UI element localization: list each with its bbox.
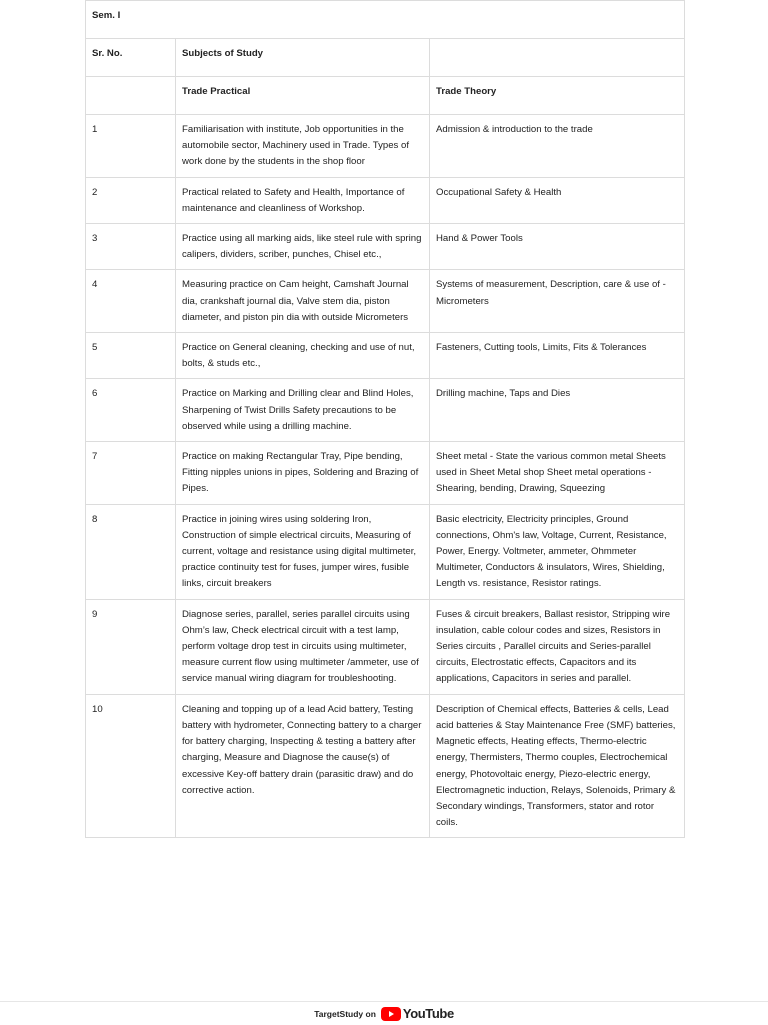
trade-theory-cell: Admission & introduction to the trade	[430, 115, 685, 178]
row-number: 6	[86, 379, 176, 442]
table-row	[86, 504, 685, 599]
youtube-logo[interactable]	[381, 1006, 454, 1021]
column-header-row	[86, 39, 685, 77]
table-row	[86, 115, 685, 178]
trade-theory-cell: Systems of measurement, Description, care & use of - Micrometers	[430, 270, 685, 333]
subjects-header: Subjects of Study	[176, 39, 430, 77]
table-row	[86, 224, 685, 270]
empty-sub-header-cell	[86, 77, 176, 115]
youtube-play-icon	[381, 1007, 401, 1021]
trade-theory-cell: Fuses & circuit breakers, Ballast resistor, Stripping wire insulation, cable colour codes and sizes, Resistors in Series circuits , Parallel circuits and Series-parallel circuits, Electrostatic effects, Capacitors and its applications, Capacitors in series and parallel.	[430, 599, 685, 694]
table-row	[86, 333, 685, 379]
trade-theory-header: Trade Theory	[430, 77, 685, 115]
row-number: 2	[86, 177, 176, 223]
trade-practical-cell: Diagnose series, parallel, series parallel circuits using Ohm’s law, Check electrical circuit with a test lamp, perform voltage drop test in circuits using multimeter, measure current flow using multimeter /ammeter, use of service manual wiring diagram for troubleshooting.	[176, 599, 430, 694]
sub-header-row	[86, 77, 685, 115]
row-number: 8	[86, 504, 176, 599]
footer-bar	[0, 1001, 768, 1025]
trade-theory-cell: Fasteners, Cutting tools, Limits, Fits & Tolerances	[430, 333, 685, 379]
trade-practical-cell: Measuring practice on Cam height, Camshaft Journal dia, crankshaft journal dia, Valve stem dia, piston diameter, and piston pin dia with outside Micrometers	[176, 270, 430, 333]
table-row	[86, 694, 685, 838]
trade-practical-cell: Practice on making Rectangular Tray, Pipe bending, Fitting nipples unions in pipes, Soldering and Brazing of Pipes.	[176, 442, 430, 505]
syllabus-sheet	[85, 0, 684, 838]
trade-practical-header: Trade Practical	[176, 77, 430, 115]
row-number: 9	[86, 599, 176, 694]
semester-row	[86, 1, 685, 39]
row-number: 3	[86, 224, 176, 270]
row-number: 4	[86, 270, 176, 333]
table-row	[86, 270, 685, 333]
row-number: 7	[86, 442, 176, 505]
trade-theory-cell: Drilling machine, Taps and Dies	[430, 379, 685, 442]
table-row	[86, 379, 685, 442]
trade-theory-cell: Occupational Safety & Health	[430, 177, 685, 223]
row-number: 10	[86, 694, 176, 838]
table-row	[86, 599, 685, 694]
sr-no-header: Sr. No.	[86, 39, 176, 77]
footer-brand: TargetStudy on	[314, 1008, 376, 1019]
syllabus-table	[85, 0, 685, 838]
trade-practical-cell: Practice in joining wires using soldering Iron, Construction of simple electrical circuits, Measuring of current, voltage and resistance using digital multimeter, practice continuity test for fuses, jumper wires, fusible links, circuit breakers	[176, 504, 430, 599]
empty-header-cell	[430, 39, 685, 77]
trade-practical-cell: Practice on General cleaning, checking and use of nut, bolts, & studs etc.,	[176, 333, 430, 379]
row-number: 1	[86, 115, 176, 178]
trade-practical-cell: Practice on Marking and Drilling clear and Blind Holes, Sharpening of Twist Drills Safety precautions to be observed while using a drilling machine.	[176, 379, 430, 442]
trade-practical-cell: Practical related to Safety and Health, Importance of maintenance and cleanliness of Workshop.	[176, 177, 430, 223]
semester-label: Sem. I	[86, 1, 685, 39]
trade-theory-cell: Hand & Power Tools	[430, 224, 685, 270]
syllabus-table-body	[86, 1, 685, 838]
trade-practical-cell: Practice using all marking aids, like steel rule with spring calipers, dividers, scriber, punches, Chisel etc.,	[176, 224, 430, 270]
trade-practical-cell: Familiarisation with institute, Job opportunities in the automobile sector, Machinery used in Trade. Types of work done by the students in the shop floor	[176, 115, 430, 178]
row-number: 5	[86, 333, 176, 379]
youtube-wordmark: YouTube	[402, 1006, 454, 1021]
trade-theory-cell: Sheet metal - State the various common metal Sheets used in Sheet Metal shop Sheet metal operations - Shearing, bending, Drawing, Squeezing	[430, 442, 685, 505]
table-row	[86, 442, 685, 505]
trade-practical-cell: Cleaning and topping up of a lead Acid battery, Testing battery with hydrometer, Connecting battery to a charger for battery charging, Inspecting & testing a battery after charging, Measure and Diagnose the cause(s) of excessive Key-off battery drain (parasitic draw) and do corrective action.	[176, 694, 430, 838]
trade-theory-cell: Basic electricity, Electricity principles, Ground connections, Ohm's law, Voltage, Current, Resistance, Power, Energy. Voltmeter, ammeter, Ohmmeter Multimeter, Conductors & insulators, Wires, Shielding, Length vs. resistance, Resistor ratings.	[430, 504, 685, 599]
trade-theory-cell: Description of Chemical effects, Batteries & cells, Lead acid batteries & Stay Maintenance Free (SMF) batteries, Magnetic effects, Heating effects, Thermo-electric energy, Thermisters, Thermo couples, Electrochemical energy, Photovoltaic energy, Piezo-electric energy, Electromagnetic induction, Relays, Solenoids, Primary & Secondary windings, Transformers, stator and rotor coils.	[430, 694, 685, 838]
table-row	[86, 177, 685, 223]
